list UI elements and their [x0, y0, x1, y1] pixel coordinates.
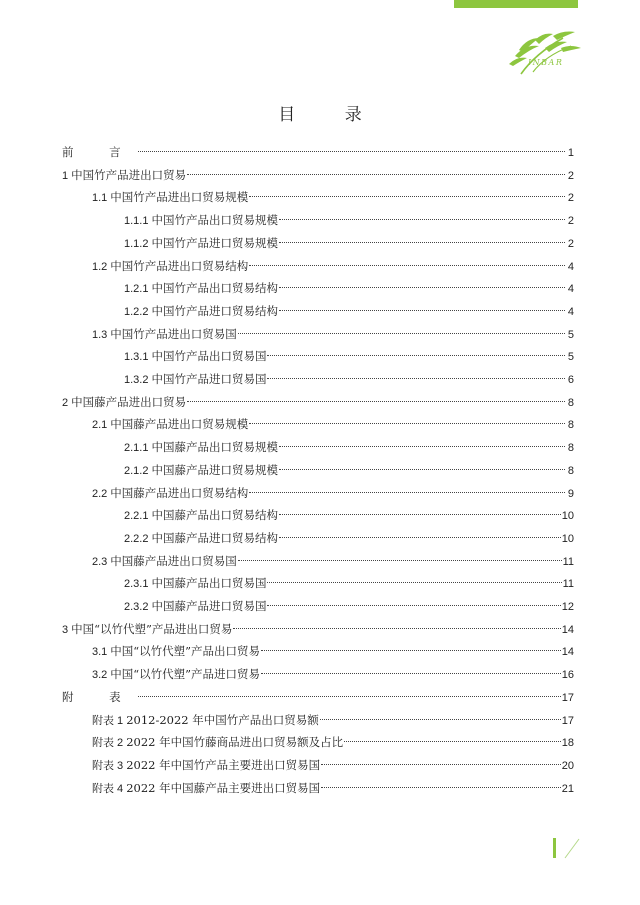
toc-entry-label: 中国藤产品进出口贸易国: [110, 553, 237, 568]
toc-entry-number: 2.3.1: [124, 578, 149, 591]
toc-entry-label: 中国“以竹代塑”产品进出口贸易: [71, 621, 233, 636]
toc-entry-label: 中国藤产品出口贸易规模: [151, 440, 278, 455]
dot-leader: [238, 333, 565, 334]
toc-entry-label: 2022 年中国竹藤商品进出口贸易额及占比: [126, 735, 344, 750]
toc-entry[interactable]: [92, 642, 574, 660]
toc-entry-page-number: 6: [567, 374, 574, 386]
page-slash-decoration: [562, 836, 582, 860]
inbar-bamboo-logo-icon: [505, 26, 583, 76]
toc-entry[interactable]: [62, 393, 574, 411]
toc-entry[interactable]: [62, 166, 574, 184]
toc-entry-number: 1.2: [92, 260, 108, 273]
toc-entry-number: 2: [62, 396, 69, 409]
dot-leader: [267, 378, 565, 379]
toc-entry-label: 中国竹产品进出口贸易结构: [110, 258, 249, 273]
toc-entry[interactable]: [92, 188, 574, 206]
toc-entry-page-number: 4: [567, 260, 574, 273]
toc-entry-number: 2.1.1: [124, 442, 149, 455]
toc-entry[interactable]: [62, 620, 574, 638]
toc-entry[interactable]: [92, 484, 574, 502]
toc-entry-number: 1.1.2: [124, 237, 149, 250]
dot-leader: [279, 514, 561, 515]
toc-entry-page-number: 14: [561, 646, 574, 659]
dot-leader: [249, 265, 565, 266]
toc-entry-page-number: 5: [567, 328, 574, 341]
dot-leader: [261, 673, 561, 674]
dot-leader: [261, 650, 561, 651]
toc-entry-page-number: 10: [561, 532, 574, 545]
dot-leader: [267, 605, 560, 606]
dot-leader: [279, 287, 565, 288]
toc-entry[interactable]: [124, 597, 574, 615]
toc-entry-page-number: 10: [561, 510, 574, 523]
toc-entry-label: 中国竹产品出口贸易结构: [151, 281, 278, 296]
toc-entry-number: 3: [62, 623, 69, 636]
toc-entry-label: 中国藤产品进口贸易国: [151, 599, 267, 613]
dot-leader: [138, 151, 565, 152]
toc-entry-page-number: 4: [567, 283, 574, 296]
toc-entry-page-number: 1: [567, 147, 574, 159]
toc-entry-number: 2.2.1: [124, 510, 149, 523]
toc-entry-label: 2022 年中国竹产品主要进出口贸易国: [126, 757, 321, 772]
dot-leader: [249, 423, 565, 424]
toc-entry-page-number: 8: [567, 464, 574, 477]
toc-entry-number: 1.3.2: [124, 374, 149, 386]
toc-entry-number: 2.1: [92, 419, 108, 432]
toc-entry-label: 中国竹产品出口贸易规模: [151, 213, 278, 228]
toc-entry[interactable]: [124, 438, 574, 456]
toc-entry[interactable]: [124, 529, 574, 547]
dot-leader: [249, 492, 565, 493]
toc-entry[interactable]: [92, 415, 574, 433]
toc-entry-label: 中国竹产品进出口贸易国: [110, 326, 237, 341]
toc-entry-label: 中国藤产品进出口贸易结构: [110, 485, 249, 500]
toc-entry-label: 中国“以竹代塑”产品进口贸易: [110, 667, 261, 682]
toc-entry-number: 3.2: [92, 669, 108, 682]
dot-leader: [187, 401, 565, 402]
dot-leader: [238, 560, 562, 561]
toc-entry-page-number: 18: [561, 737, 574, 750]
toc-entry-label: 附 表: [62, 689, 137, 704]
logo-text: INBAR: [528, 58, 564, 67]
page-marker: [553, 838, 556, 858]
toc-entry-page-number: 11: [562, 578, 574, 591]
toc-entry[interactable]: [92, 756, 574, 774]
toc-entry[interactable]: [124, 211, 574, 229]
toc-entry-label: 2022 年中国藤产品主要进出口贸易国: [126, 780, 321, 795]
toc-entry-label: 中国藤产品进口贸易结构: [151, 530, 278, 545]
toc-entry[interactable]: [124, 574, 574, 592]
dot-leader: [344, 741, 561, 742]
toc-entry-page-number: 17: [561, 691, 574, 704]
toc-entry-label: 中国藤产品进口贸易规模: [151, 462, 278, 477]
dot-leader: [320, 719, 561, 720]
dot-leader: [321, 764, 561, 765]
toc-entry-page-number: 17: [561, 714, 574, 727]
toc-entry-number: 1: [62, 169, 69, 182]
toc-entry-page-number: 12: [561, 601, 574, 613]
toc-entry-number: 1.2.1: [124, 283, 149, 296]
toc-entry[interactable]: [92, 552, 574, 570]
toc-entry-number: 2.3: [92, 555, 108, 568]
dot-leader: [279, 537, 561, 538]
toc-entry-page-number: 2: [567, 215, 574, 228]
toc-entry-number: 附表 2: [92, 737, 124, 750]
toc-entry-number: 1.3.1: [124, 351, 149, 364]
toc-entry[interactable]: [92, 665, 574, 683]
toc-entry-number: 2.2: [92, 487, 108, 500]
toc-entry-page-number: 16: [561, 669, 574, 682]
toc-entry-page-number: 5: [567, 351, 574, 364]
toc-entry-label: 2012-2022 年中国竹产品出口贸易额: [126, 712, 319, 727]
dot-leader: [233, 628, 560, 629]
toc-entry-label: 中国竹产品进口贸易结构: [151, 303, 278, 318]
toc-entry-page-number: 21: [561, 782, 574, 795]
dot-leader: [267, 355, 565, 356]
toc-entry-page-number: 2: [567, 237, 574, 250]
toc-entry[interactable]: [124, 506, 574, 524]
toc-entry-page-number: 8: [567, 419, 574, 432]
toc-entry-label: 中国藤产品进出口贸易规模: [110, 417, 249, 432]
toc-entry-label: 前 言: [62, 145, 137, 159]
toc-entry-number: 1.1: [92, 192, 108, 205]
toc-entry-number: 附表 1: [92, 714, 124, 727]
toc-entry-label: 中国竹产品进出口贸易: [71, 167, 187, 182]
toc-entry[interactable]: [92, 711, 574, 729]
dot-leader: [279, 310, 565, 311]
dot-leader: [279, 219, 565, 220]
toc-entry-label: 中国竹产品进口贸易国: [151, 372, 267, 386]
dot-leader: [187, 174, 565, 175]
toc-entry[interactable]: [124, 461, 574, 479]
toc-entry-page-number: 4: [567, 305, 574, 318]
page-title: 目 录: [278, 105, 384, 125]
dot-leader: [279, 242, 565, 243]
toc-entry[interactable]: [124, 370, 574, 388]
toc-entry-label: 中国竹产品进口贸易规模: [151, 235, 278, 250]
toc-entry-label: 中国藤产品进出口贸易: [71, 394, 187, 409]
toc-entry-page-number: 2: [567, 192, 574, 205]
dot-leader: [321, 787, 561, 788]
toc-entry-label: 中国“以竹代塑”产品出口贸易: [110, 644, 261, 659]
toc-entry-number: 2.2.2: [124, 532, 149, 545]
toc-entry-page-number: 14: [561, 623, 574, 636]
dot-leader: [279, 446, 565, 447]
dot-leader: [249, 196, 565, 197]
toc-entry[interactable]: [124, 279, 574, 297]
toc-entry-number: 1.1.1: [124, 215, 149, 228]
toc-entry-number: 1.3: [92, 328, 108, 341]
toc-entry-number: 附表 4: [92, 782, 124, 795]
toc-entry-page-number: 11: [562, 555, 574, 568]
toc-entry-label: 中国藤产品出口贸易国: [151, 576, 267, 591]
dot-leader: [138, 696, 561, 697]
toc-entry[interactable]: [92, 325, 574, 343]
dot-leader: [267, 582, 561, 583]
dot-leader: [279, 469, 565, 470]
toc-entry-number: 附表 3: [92, 759, 124, 772]
toc-entry-page-number: 9: [567, 487, 574, 500]
toc-entry-page-number: 20: [561, 759, 574, 772]
toc-entry[interactable]: [62, 688, 574, 706]
toc-entry[interactable]: [124, 234, 574, 252]
toc-entry-number: 1.2.2: [124, 305, 149, 318]
top-accent-bar: [454, 0, 578, 8]
toc-entry[interactable]: [124, 347, 574, 365]
toc-entry-label: 中国竹产品进出口贸易规模: [110, 190, 249, 205]
toc-entry-number: 3.1: [92, 646, 108, 659]
toc-entry-number: 2.3.2: [124, 601, 149, 613]
toc-entry[interactable]: [92, 779, 574, 797]
toc-entry-page-number: 8: [567, 442, 574, 455]
toc-entry[interactable]: [124, 302, 574, 320]
toc-entry[interactable]: [92, 733, 574, 751]
toc-entry-page-number: 8: [567, 396, 574, 409]
toc-entry-label: 中国竹产品出口贸易国: [151, 349, 267, 364]
toc-entry-page-number: 2: [567, 169, 574, 182]
toc-entry-label: 中国藤产品出口贸易结构: [151, 508, 278, 523]
toc-entry-number: 2.1.2: [124, 464, 149, 477]
toc-entry[interactable]: [92, 257, 574, 275]
toc-entry[interactable]: [62, 143, 574, 161]
